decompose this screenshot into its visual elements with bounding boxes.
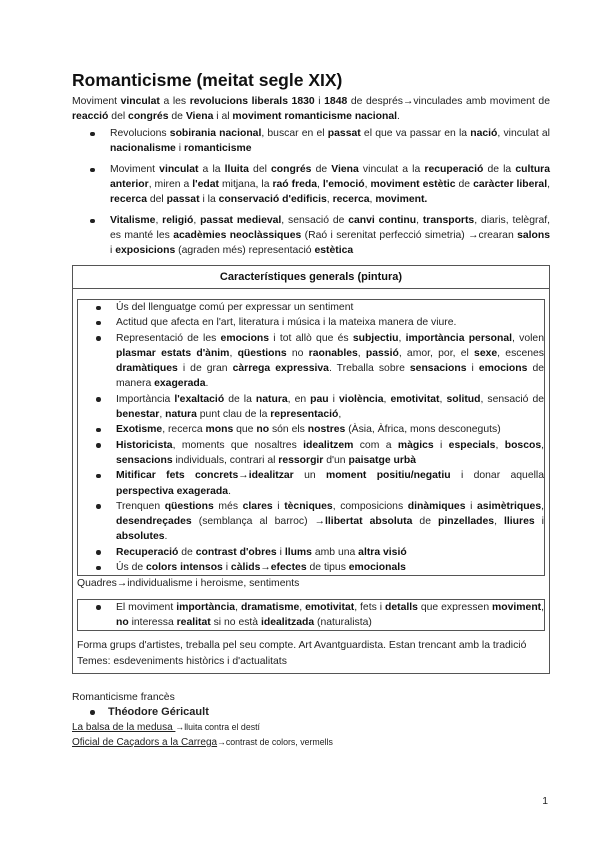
- bold-term: Historicista: [116, 439, 173, 451]
- bold-term: congrés: [128, 111, 169, 122]
- artist-name: Théodore Géricault: [72, 705, 550, 720]
- bold-term: no: [116, 616, 129, 628]
- bold-term: subjectiu: [352, 332, 399, 344]
- artwork-title: La balsa de la medusa: [72, 721, 176, 733]
- bold-term: perspectiva exagerada: [116, 485, 229, 497]
- bold-term: dramàtiques: [116, 363, 178, 375]
- bold-term: importància: [176, 601, 236, 613]
- bold-term: contrast d'obres: [195, 546, 277, 558]
- bold-term: plasmar estats d'ànim: [116, 347, 230, 359]
- bold-term: idealitzem: [303, 439, 354, 451]
- bold-term: sexe: [474, 347, 498, 359]
- bold-term: natura: [255, 393, 288, 405]
- bold-term: passat medieval: [200, 215, 282, 226]
- list-item: Representació de les emocions i tot allò que és subjectiu, importància personal, volen plasmar estats d'ànim, qüestions no raonables, passió, amor, por, el sexe, escenes dramàtiques i de gran càrrega expressiva. Treballa sobre sensacions i emocions de manera exagerada.: [78, 331, 544, 392]
- bold-term: religió: [162, 215, 194, 226]
- bold-term: idealitzada: [260, 616, 315, 628]
- bold-term: conservació d'edificis: [218, 194, 327, 205]
- bold-term: mons: [205, 424, 234, 436]
- bold-term: emocions: [220, 332, 270, 344]
- box-footer-text: Forma grups d'artistes, treballa pel seu compte. Art Avantguardista. Estan trencant amb la tradició: [77, 640, 527, 652]
- page-title: Romanticisme (meitat segle XIX): [72, 70, 343, 90]
- bold-term: emotivitat: [305, 601, 355, 613]
- bold-term: recerca: [332, 194, 370, 205]
- bold-term: asimètriques: [477, 500, 542, 512]
- bold-term: nació: [470, 128, 498, 139]
- bold-term: caràcter liberal: [473, 179, 548, 190]
- bold-term: colors intensos: [146, 562, 223, 574]
- bold-term: representació: [270, 409, 339, 421]
- bold-term: congrés: [271, 164, 312, 175]
- bold-term: Viena: [185, 111, 214, 122]
- bold-term: moviment: [492, 601, 542, 613]
- section-label: Romanticisme francès: [72, 691, 175, 703]
- bold-term: sobirania nacional: [169, 128, 262, 139]
- bold-term: vinculat: [159, 164, 199, 175]
- bold-term: llums: [284, 546, 312, 558]
- bold-term: transports: [422, 215, 475, 226]
- artwork-title: Oficial de Caçadors a la Carrega: [72, 736, 218, 748]
- bold-term: detalls: [385, 601, 418, 613]
- bold-term: recerca: [110, 194, 147, 205]
- list-item: El moviment importància, dramatisme, emotivitat, fets i detalls que expressen moviment, no interessa realitat si no està idealitzada (naturalista): [78, 600, 544, 631]
- bold-term: salons: [517, 230, 551, 241]
- bold-term: l'exaltació: [174, 393, 225, 405]
- list-item: Ús del llenguatge comú per expressar un sentiment: [78, 300, 544, 315]
- bold-term: nacionalisme: [110, 143, 176, 154]
- list-item: Trenquen qüestions més clares i tècniques, composicions dinàmiques i asimètriques, desendreçades (semblança al barroc) →llibertat absoluta de pinzellades, lliures i absolutes.: [78, 499, 544, 545]
- bold-term: pau: [310, 393, 329, 405]
- bold-term: importància personal: [405, 332, 513, 344]
- bold-term: violència: [339, 393, 384, 405]
- bold-term: Viena: [331, 164, 359, 175]
- bold-term: emocions: [478, 363, 528, 375]
- box-footer-themes: Temes: esdeveniments històrics i d'actualitats: [77, 655, 287, 667]
- bold-term: boscos: [504, 439, 542, 451]
- bold-term: pinzellades: [438, 516, 495, 528]
- bold-term: canvi continu: [348, 215, 417, 226]
- bold-term: clares: [242, 500, 273, 512]
- bold-term: ressorgir: [278, 454, 324, 466]
- bold-term: l'emoció: [322, 179, 365, 190]
- bold-term: màgics: [397, 439, 434, 451]
- characteristics-list-b: [77, 599, 545, 632]
- bold-term: moviment estètic: [370, 179, 456, 190]
- bold-term: revolucions liberals 1830: [189, 96, 315, 107]
- bold-term: exposicions: [115, 245, 176, 256]
- bold-term: qüestions: [237, 347, 287, 359]
- bold-term: benestar: [116, 409, 160, 421]
- bold-term: raó freda: [272, 179, 318, 190]
- bold-term: l'edat: [192, 179, 220, 190]
- french-romanticism-section: [72, 690, 550, 750]
- list-item: Mitificar fets concrets→idealitzar un moment positiu/negatiu i donar aquella perspectiva exagerada.: [78, 468, 544, 499]
- bold-term: moviment.: [375, 194, 428, 205]
- bold-term: reacció: [72, 111, 109, 122]
- bold-term: lliures: [504, 516, 535, 528]
- bold-term: altra visió: [358, 546, 407, 558]
- list-item: Actitud que afecta en l'art, literatura i música i la mateixa manera de viure.: [78, 315, 544, 330]
- bold-term: qüestions: [164, 500, 214, 512]
- main-bullet-list: [72, 126, 550, 258]
- bold-term: raonables: [308, 347, 358, 359]
- list-item: Exotisme, recerca mons que no són els nostres (Àsia, Àfrica, mons desconeguts): [78, 422, 544, 437]
- bold-term: moment positiu/negatiu: [325, 470, 451, 482]
- page-number: 1: [542, 796, 548, 807]
- bold-term: passió: [365, 347, 399, 359]
- bold-term: exagerada: [154, 378, 206, 390]
- bold-term: realitat: [176, 616, 211, 628]
- bold-term: recuperació: [424, 164, 484, 175]
- bold-term: desendreçades: [116, 516, 192, 528]
- list-item: Recuperació de contrast d'obres i llums amb una altra visió: [78, 545, 544, 560]
- artwork-line: [72, 720, 550, 735]
- bold-term: càlids: [230, 562, 261, 574]
- bold-term: romanticisme: [183, 143, 252, 154]
- bold-term: passat: [166, 194, 200, 205]
- bold-term: dramatisme: [240, 601, 300, 613]
- bold-term: no: [256, 424, 270, 436]
- characteristics-table: [72, 265, 550, 674]
- characteristics-body: [73, 289, 549, 673]
- bold-term: emotivitat: [390, 393, 440, 405]
- list-item: Historicista, moments que nosaltres idealitzem com a màgics i especials, boscos, sensacions individuals, contrari al ressorgir d'un paisatge urbà: [78, 438, 544, 469]
- quadres-line: Quadres→individualisme i heroisme, sentiments: [77, 578, 300, 590]
- bold-term: lluita: [224, 164, 249, 175]
- bold-term: llibertat absoluta: [325, 516, 413, 528]
- document-page: [72, 70, 550, 750]
- bold-term: sensacions: [116, 454, 173, 466]
- bold-term: vinculat: [120, 96, 160, 107]
- bold-term: moviment romanticisme nacional: [232, 111, 397, 122]
- bold-term: càrrega expressiva: [232, 363, 329, 375]
- bold-term: emocionals: [348, 562, 406, 574]
- bold-term: 1848: [324, 96, 348, 107]
- bold-term: dinàmiques: [407, 500, 466, 512]
- characteristics-heading: Característiques generals (pintura): [73, 266, 549, 289]
- bold-term: tècniques: [284, 500, 333, 512]
- bold-term: Exotisme: [116, 424, 163, 436]
- bold-term: Vitalisme: [110, 215, 156, 226]
- artwork-line: [72, 735, 550, 750]
- list-item: Importància l'exaltació de la natura, en pau i violència, emotivitat, solitud, sensació de benestar, natura punt clau de la representació,: [78, 392, 544, 423]
- list-item: Ús de colors intensos i càlids→efectes de tipus emocionals: [78, 560, 544, 575]
- artwork-note: →contrast de colors, vermells: [217, 736, 333, 747]
- bold-term: passat: [327, 128, 361, 139]
- bold-term: natura: [165, 409, 197, 421]
- bold-term: estètica: [314, 245, 354, 256]
- intro-paragraph: Moviment vinculat a les revolucions liberals 1830 i 1848 de després→vinculades amb moviment de reacció del congrés de Viena i al moviment romanticisme nacional.: [72, 96, 550, 122]
- bold-term: efectes: [270, 562, 307, 574]
- artwork-note: →lluita contra el destí: [175, 721, 260, 732]
- bold-term: nostres: [307, 424, 346, 436]
- bold-term: sensacions: [409, 363, 467, 375]
- bold-term: especials: [448, 439, 496, 451]
- bold-term: paisatge urbà: [348, 454, 417, 466]
- list-item: Moviment vinculat a la lluita del congrés de Viena vinculat a la recuperació de la cultura anterior, miren a l'edat mitjana, la raó freda, l'emoció, moviment estètic de caràcter liberal, recerca del passat i la conservació d'edificis, recerca, moviment.: [72, 162, 550, 207]
- bold-term: cultura anterior: [110, 164, 550, 190]
- bold-term: idealitzar: [248, 470, 294, 482]
- bold-term: Recuperació: [116, 546, 179, 558]
- list-item: Revolucions sobirania nacional, buscar en el passat el que va passar en la nació, vinculat al nacionalisme i romanticisme: [72, 126, 550, 156]
- list-item: Vitalisme, religió, passat medieval, sensació de canvi continu, transports, diaris, telègraf, es manté les acadèmies neoclàssiques (Raó i serenitat perfecció simetria) →crearan salons i exposicions (agraden més) representació estètica: [72, 213, 550, 258]
- bold-term: absolutes: [116, 531, 165, 543]
- bold-term: solitud: [446, 393, 481, 405]
- characteristics-list-a: [77, 299, 545, 576]
- bold-term: Mitificar fets concrets: [116, 470, 239, 482]
- bold-term: acadèmies neoclàssiques: [173, 230, 302, 241]
